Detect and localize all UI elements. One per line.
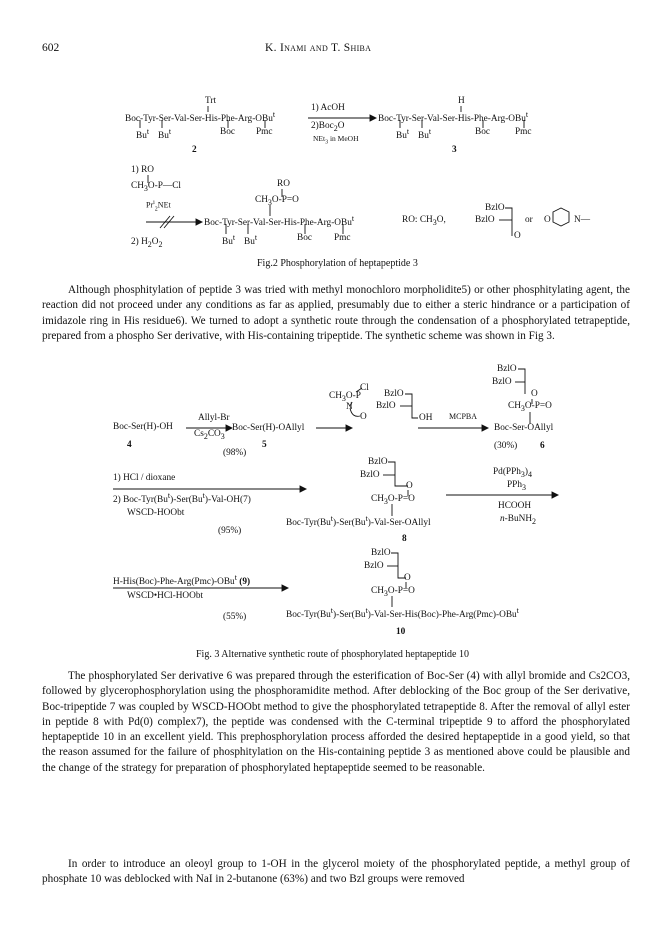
reagent-o: O [360, 412, 367, 422]
compound-4-label: 4 [127, 440, 132, 450]
p10-o: O [404, 573, 411, 583]
fig3-caption: Fig. 3 Alternative synthetic route of phosphorylated heptapeptide 10 [196, 649, 469, 660]
nbunh2-reagent: n-BuNH$_2$ [500, 514, 537, 526]
running-title: K. Inami and T. Shiba [265, 42, 372, 54]
yield-55: (55%) [223, 612, 247, 622]
mcpba-label: MCPBA [449, 412, 478, 421]
reagent-cl: Cl [360, 383, 369, 393]
his-tripeptide: H-His(Boc)-Phe-Arg(Pmc)-OBu$^t$ (9) [113, 573, 251, 588]
paragraph-2: The phosphorylated Ser derivative 6 was prepared through the esterification of Boc-Ser (4) with allyl bromide and Cs2CO3, followed by glycerophosphorylation using the phosphoramidite method. After deblocking of the Boc group of the Ser derivative, Boc-tripeptide 7 was coupled by WSCD-HOObt method to give the phosphorylated tetrapeptide 8. After the removal of allyl ester in peptide 8 with Pd(0) complex7), the peptide was condensed with the C-terminal tripeptide 9 to afford the phosphorylated heptapeptide 10 in an excellent yield. This prephosphorylation process afforded the desired heptapeptide in a good yield, so that the reason assumed for the failure of phosphitylation on the His-containing peptide 3 as mentioned above could be plausible and the change of the strategy for preparation of phosphorylated heptapeptide seemed to be reasonable. [42, 670, 630, 774]
phosphite-reagent: $CH_3O-P—Cl$ [131, 181, 181, 193]
paragraph-1: Although phosphitylation of peptide 3 was tried with methyl monochloro morpholidite5) or other phosphitylating agent, the reaction did not proceed under any conditions as far as applied, presumably due to either a steric hindrance or a participation of imidazole ring in His residue6). We turned to adopt a synthetic route through the condensation of a phosphorylated tetrapeptide, prepared from a phospho Ser derivative, with His-containing tripeptide. The synthetic scheme was shown in Fig 3. [42, 284, 630, 342]
step2-oxidant: 2) $H_2O_2$ [131, 237, 163, 249]
p10-bzlo-2: BzlO [364, 561, 384, 571]
target-peptide: Boc-Tyr-Ser-Val-Ser-His-Phe-Arg-OBu$^t$ [204, 214, 355, 229]
compound-8-label: 8 [402, 534, 407, 544]
yield-98: (98%) [223, 448, 247, 458]
glycerol-bzlo-2: BzlO [475, 215, 495, 225]
step-tripeptide: 2) Boc-Tyr(Bu$^t$)-Ser(Bu$^t$)-Val-OH(7) [113, 491, 251, 506]
morpholine-n: N— [574, 215, 591, 225]
target-sub-bu1: Bu$^t$ [222, 233, 236, 248]
glycerol-bzlo-1: BzlO [485, 203, 505, 213]
step1-label: 1) RO [131, 165, 154, 175]
p8-phosphate: $CH_3O-P=O$ [371, 494, 415, 506]
cs2co3-label: $Cs_2CO_3$ [194, 429, 225, 441]
product-sub-boc: Boc [475, 127, 490, 137]
product-sub-pmc: Pmc [515, 127, 532, 137]
reactant-peptide: Boc-Tyr-Ser-Val-Ser-His-Phe-Arg-OBu$^t$ [125, 110, 276, 125]
compound-3-label: 3 [452, 145, 457, 155]
fig2-caption: Fig.2 Phosphorylation of heptapeptide 3 [257, 258, 418, 269]
pd-catalyst: $Pd(PPh_3)_4$ [493, 467, 533, 479]
yield-95: (95%) [218, 526, 242, 536]
product-h-label: H [458, 96, 465, 106]
compound-5-label: 5 [262, 440, 267, 450]
yield-30: (30%) [494, 441, 518, 451]
target-phosphate: $CH_3O-P=O$ [255, 195, 299, 207]
arrow-reagent-boc2o: 2)Boc$_2$O [311, 121, 345, 133]
reactant-sub-pmc: Pmc [256, 127, 273, 137]
reactant-sub-bu2: Bu$^t$ [158, 127, 172, 142]
p10-bzlo-1: BzlO [371, 548, 391, 558]
p6-phosphate: $CH_3O-P=O$ [508, 401, 552, 413]
trt-label: Trt [205, 96, 217, 106]
arrow-reagent-net3: NEt$_3$ in MeOH [313, 134, 359, 146]
product-sub-bu2: Bu$^t$ [418, 127, 432, 142]
wscd-hcl-hoobt: WSCD•HCl-HOObt [127, 591, 204, 601]
p10-peptide: Boc-Tyr(Bu$^t$)-Ser(Bu$^t$)-Val-Ser-His(Boc)-Phe-Arg(Pmc)-OBu$^t$ [286, 606, 519, 621]
p6-ser: Boc-Ser-OAllyl [494, 423, 554, 433]
compound-10-label: 10 [396, 627, 406, 637]
p6-o: O [531, 389, 538, 399]
product-peptide: Boc-Tyr-Ser-Val-Ser-His-Phe-Arg-OBu$^t$ [378, 110, 529, 125]
morpholine-o: O [544, 215, 551, 225]
step-hcl: 1) HCl / dioxane [113, 473, 176, 483]
glycerol-oh: OH [419, 413, 433, 423]
target-ro-label: RO [277, 179, 290, 189]
compound-2-label: 2 [192, 145, 197, 155]
reactant-sub-bu1: Bu$^t$ [136, 127, 150, 142]
paragraph-3: In order to introduce an oleoyl group to 1-OH in the glycerol moiety of the phosphorylated peptide, a methyl group of phosphate 10 was deblocked with NaI in 2-butanone (63%) and two Bzl groups were removed [42, 858, 630, 886]
glycerol-bzlo-a: BzlO [384, 389, 404, 399]
reagent-phosphoramidite: $CH_3O-P$ [329, 391, 361, 403]
base-reagent: $Pr^i_2NEt$ [146, 200, 171, 213]
reactant-sub-boc: Boc [220, 127, 235, 137]
allyl-br-label: Allyl-Br [198, 413, 230, 423]
p8-bzlo-1: BzlO [368, 457, 388, 467]
page-number: 602 [42, 42, 60, 54]
reagent-n: N [346, 402, 353, 412]
p8-bzlo-2: BzlO [360, 470, 380, 480]
compound-6-label: 6 [540, 441, 545, 451]
p8-peptide: Boc-Tyr(Bu$^t$)-Ser(Bu$^t$)-Val-Ser-OAllyl [286, 514, 431, 529]
target-sub-boc: Boc [297, 233, 312, 243]
glycerol-bzlo-b: BzlO [376, 401, 396, 411]
arrow-reagent-acoh: 1) AcOH [311, 103, 345, 113]
or-label: or [525, 215, 533, 225]
p8-o: O [406, 481, 413, 491]
boc-ser-oallyl: Boc-Ser(H)-OAllyl [232, 423, 305, 433]
target-sub-pmc: Pmc [334, 233, 351, 243]
target-sub-bu2: Bu$^t$ [244, 233, 258, 248]
p6-bzlo-2: BzlO [492, 377, 512, 387]
hcooh-reagent: HCOOH [498, 501, 532, 511]
ro-definition: RO: $CH_3O$, [402, 215, 446, 227]
pph3-reagent: PPh$_3$ [507, 480, 526, 492]
p6-bzlo-1: BzlO [497, 364, 517, 374]
wscd-hoobt: WSCD-HOObt [127, 508, 185, 518]
boc-ser-oh: Boc-Ser(H)-OH [113, 422, 173, 432]
p10-phosphate: $CH_3O-P=O$ [371, 586, 415, 598]
product-sub-bu1: Bu$^t$ [396, 127, 410, 142]
glycerol-o: O [514, 231, 521, 241]
